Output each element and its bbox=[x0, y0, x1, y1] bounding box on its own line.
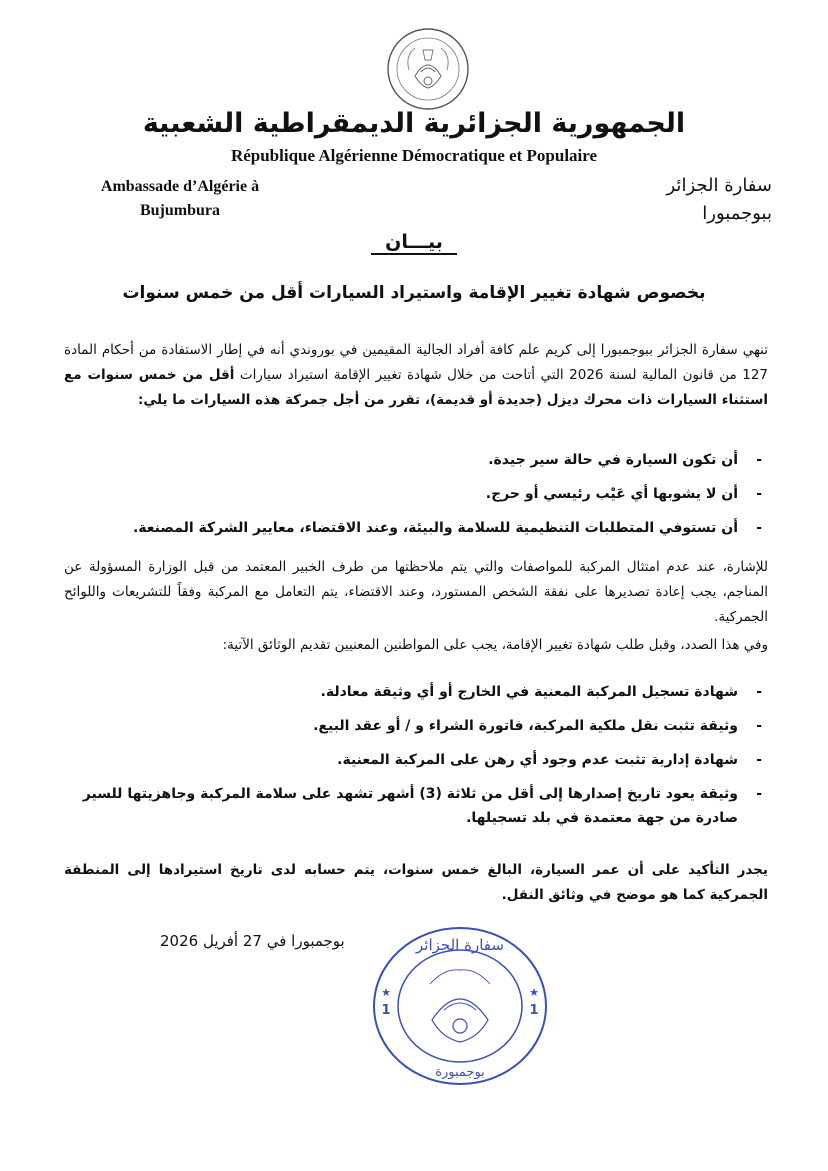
conditions-list bbox=[76, 448, 766, 550]
date-line: بوجمبورا في 27 أفريل 2026 bbox=[160, 932, 345, 950]
national-emblem-icon bbox=[385, 26, 471, 112]
embassy-ar-line1: سفارة الجزائر bbox=[666, 175, 772, 196]
document-title bbox=[0, 231, 828, 253]
documents-intro-paragraph: وفي هذا الصدد، وقبل طلب شهادة تغيير الإقامة، يجب على المواطنين المعنيين تقديم الوثائق الآتية: bbox=[222, 637, 768, 653]
intro-text: تنهي سفارة الجزائر ببوجمبورا إلى كريم علم كافة أفراد الجالية المقيمين في بوروندي أنه في إطار الاستفادة من أحكام المادة 127 من قانون المالية لسنة 2026 التي أتاحت من خلال شهادة تغيير الإقامة استيراد سيارات bbox=[64, 342, 769, 383]
embassy-ar-line2: ببوجمبورا bbox=[702, 203, 772, 224]
embassy-stamp-icon bbox=[370, 924, 550, 1088]
list-item: - شهادة إدارية تثبت عدم وجود أي رهن على المركبة المعنية. bbox=[62, 748, 766, 772]
svg-text:★: ★ bbox=[381, 986, 391, 999]
embassy-fr-line2: Bujumbura bbox=[139, 202, 221, 219]
republic-name-arabic: الجمهورية الجزائرية الديمقراطية الشعبية bbox=[142, 108, 686, 139]
document-subject: بخصوص شهادة تغيير الإقامة واستيراد السيارات أقل من خمس سنوات bbox=[122, 283, 706, 303]
closing-paragraph: يجدر التأكيد على أن عمر السيارة، البالغ خمس سنوات، يتم حسابه لدى تاريخ استيرادها إلى المنطقة الجمركية كما هو موضح في وثائق النقل. bbox=[64, 862, 768, 903]
embassy-name-french bbox=[88, 175, 272, 223]
stamp-top-text: سفارة الجزائر bbox=[416, 936, 504, 954]
list-item: - وثيقة تثبت نقل ملكية المركبة، فاتورة الشراء و / أو عقد البيع. bbox=[62, 714, 766, 738]
embassy-name-arabic bbox=[667, 172, 773, 228]
intro-paragraph bbox=[64, 338, 768, 413]
document-title-text: بيـــان bbox=[371, 231, 457, 255]
documents-list bbox=[62, 680, 766, 840]
list-item: - أن تكون السيارة في حالة سير جيدة. bbox=[76, 448, 766, 472]
stamp-numeral-left: 1 bbox=[381, 1003, 391, 1018]
intro-bold-text: أقل من خمس سنوات مع استثناء السيارات ذات محرك ديزل (جديدة أو قديمة)، تقرر من أجل جمركة هذه السيارات ما يلي: bbox=[64, 367, 768, 408]
stamp-bottom-text: بوجمبورة bbox=[435, 1065, 485, 1080]
list-item: - أن لا يشوبها أي عَيْب رئيسي أو حرج. bbox=[76, 482, 766, 506]
embassy-fr-line1: Ambassade d’Algérie à bbox=[100, 178, 260, 195]
note-paragraph: للإشارة، عند عدم امتثال المركبة للمواصفات والتي يتم ملاحظتها من طرف الخبير المعتمد من قبل الوزارة المسؤولة عن المناجم، يجب إعادة تصديرها على نفقة الشخص المستورد، وعند الاقتضاء، يتم التعامل مع المركبة وفقاً للتشريعات واللوائح الجمركية. bbox=[64, 559, 768, 625]
stamp-numeral-right: 1 bbox=[529, 1003, 539, 1018]
svg-text:★: ★ bbox=[529, 986, 539, 999]
republic-name-french: République Algérienne Démocratique et Populaire bbox=[230, 146, 598, 165]
list-item: - أن تستوفي المتطلبات التنظيمية للسلامة والبيئة، وعند الاقتضاء، معايير الشركة المصنعة. bbox=[76, 516, 766, 540]
list-item: - وثيقة يعود تاريخ إصدارها إلى أقل من ثلاثة (3) أشهر تشهد على سلامة المركبة وجاهزيتها للسير صادرة من جهة معتمدة في بلد تسجيلها. bbox=[62, 782, 766, 830]
list-item: - شهادة تسجيل المركبة المعنية في الخارج أو أي وثيقة معادلة. bbox=[62, 680, 766, 704]
